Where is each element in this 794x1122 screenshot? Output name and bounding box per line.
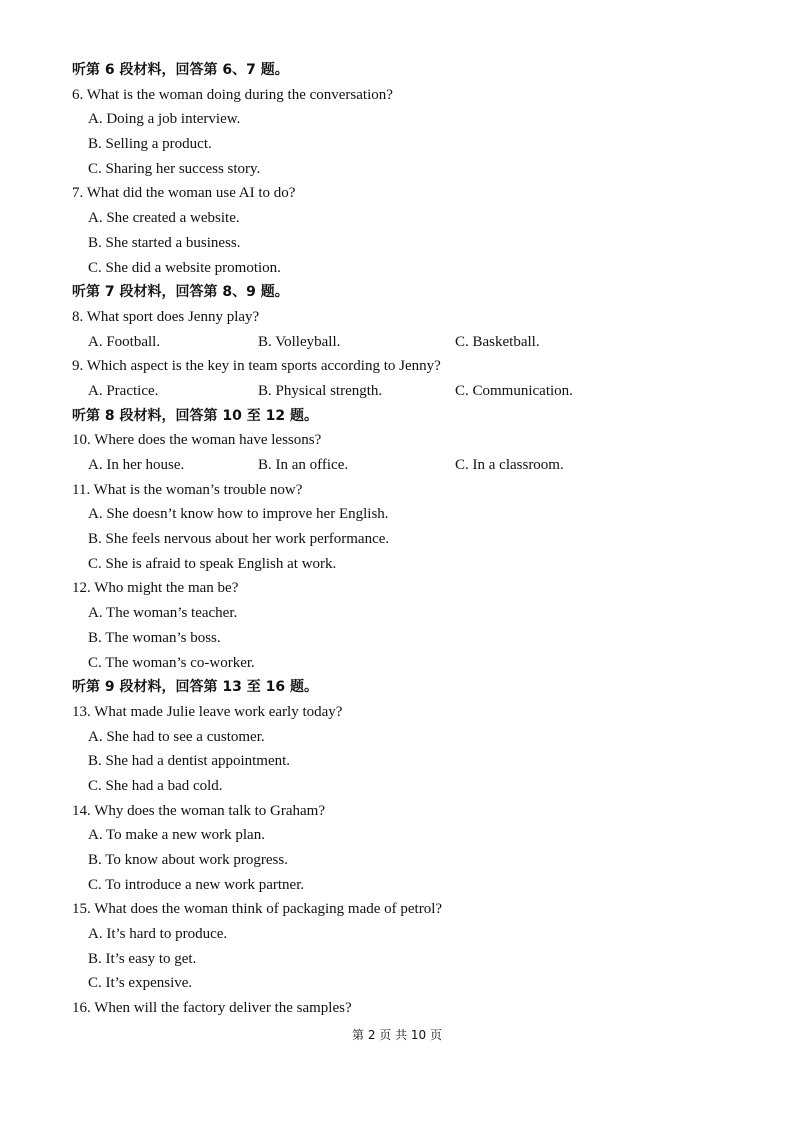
question-10-option-a: A. In her house. <box>88 457 185 473</box>
question-7-option-a: A. She created a website. <box>88 210 240 227</box>
question-14-option-c: C. To introduce a new work partner. <box>88 876 305 893</box>
question-7-option-b: B. She started a business. <box>88 234 241 251</box>
question-6-option-a: A. Doing a job interview. <box>88 111 241 128</box>
question-9-options <box>0 379 794 404</box>
question-10-option-c: C. In a classroom. <box>455 457 564 473</box>
question-6-option-c: C. Sharing her success story. <box>88 160 261 177</box>
question-12-option-c: C. The woman’s co-worker. <box>88 654 255 671</box>
question-8-options <box>0 330 794 355</box>
question-15-option-c: C. It’s expensive. <box>88 975 193 992</box>
question-14: 14. Why does the woman talk to Graham? <box>72 802 325 819</box>
question-10: 10. Where does the woman have lessons? <box>72 432 322 449</box>
question-10-option-b: B. In an office. <box>258 457 349 473</box>
section-heading-7: 听第 7 段材料，回答第 8、9 题。 <box>72 284 289 301</box>
question-11: 11. What is the woman’s trouble now? <box>72 481 303 498</box>
question-8-option-c: C. Basketball. <box>455 333 540 350</box>
question-9-option-c: C. Communication. <box>455 382 573 399</box>
question-14-option-a: A. To make a new work plan. <box>88 827 265 844</box>
question-9-option-a: A. Practice. <box>88 382 159 399</box>
question-8-option-b: B. Volleyball. <box>258 333 341 350</box>
question-15: 15. What does the woman think of packaging made of petrol? <box>72 901 443 918</box>
question-11-option-c: C. She is afraid to speak English at work. <box>88 555 337 572</box>
question-10-options <box>0 453 794 478</box>
question-7-option-c: C. She did a website promotion. <box>88 259 281 276</box>
question-15-option-b: B. It’s easy to get. <box>88 950 197 967</box>
question-12: 12. Who might the man be? <box>72 580 239 597</box>
page-number-footer: 第 2 页 共 10 页 <box>352 1028 442 1042</box>
question-14-option-b: B. To know about work progress. <box>88 852 288 868</box>
question-9: 9. Which aspect is the key in team sports according to Jenny? <box>72 358 441 375</box>
question-15-option-a: A. It’s hard to produce. <box>88 926 228 943</box>
question-9-option-b: B. Physical strength. <box>258 382 383 399</box>
exam-page <box>0 58 794 1021</box>
question-8: 8. What sport does Jenny play? <box>72 308 260 325</box>
question-12-option-b: B. The woman’s boss. <box>88 629 221 646</box>
question-11-option-b: B. She feels nervous about her work performance. <box>88 531 390 548</box>
question-13-option-b: B. She had a dentist appointment. <box>88 753 291 770</box>
question-16: 16. When will the factory deliver the samples? <box>72 1000 352 1017</box>
question-13-option-a: A. She had to see a customer. <box>88 728 265 745</box>
section-heading-8: 听第 8 段材料，回答第 10 至 12 题。 <box>72 407 318 424</box>
section-heading-9: 听第 9 段材料，回答第 13 至 16 题。 <box>72 679 318 696</box>
question-7: 7. What did the woman use AI to do? <box>72 185 296 202</box>
question-6-option-b: B. Selling a product. <box>88 136 212 153</box>
question-12-option-a: A. The woman’s teacher. <box>88 605 238 622</box>
question-11-option-a: A. She doesn’t know how to improve her English. <box>88 506 389 523</box>
question-13: 13. What made Julie leave work early today? <box>72 703 343 720</box>
question-6: 6. What is the woman doing during the conversation? <box>72 86 393 103</box>
question-8-option-a: A. Football. <box>88 333 161 350</box>
question-13-option-c: C. She had a bad cold. <box>88 777 223 794</box>
section-heading-6: 听第 6 段材料，回答第 6、7 题。 <box>72 62 289 78</box>
